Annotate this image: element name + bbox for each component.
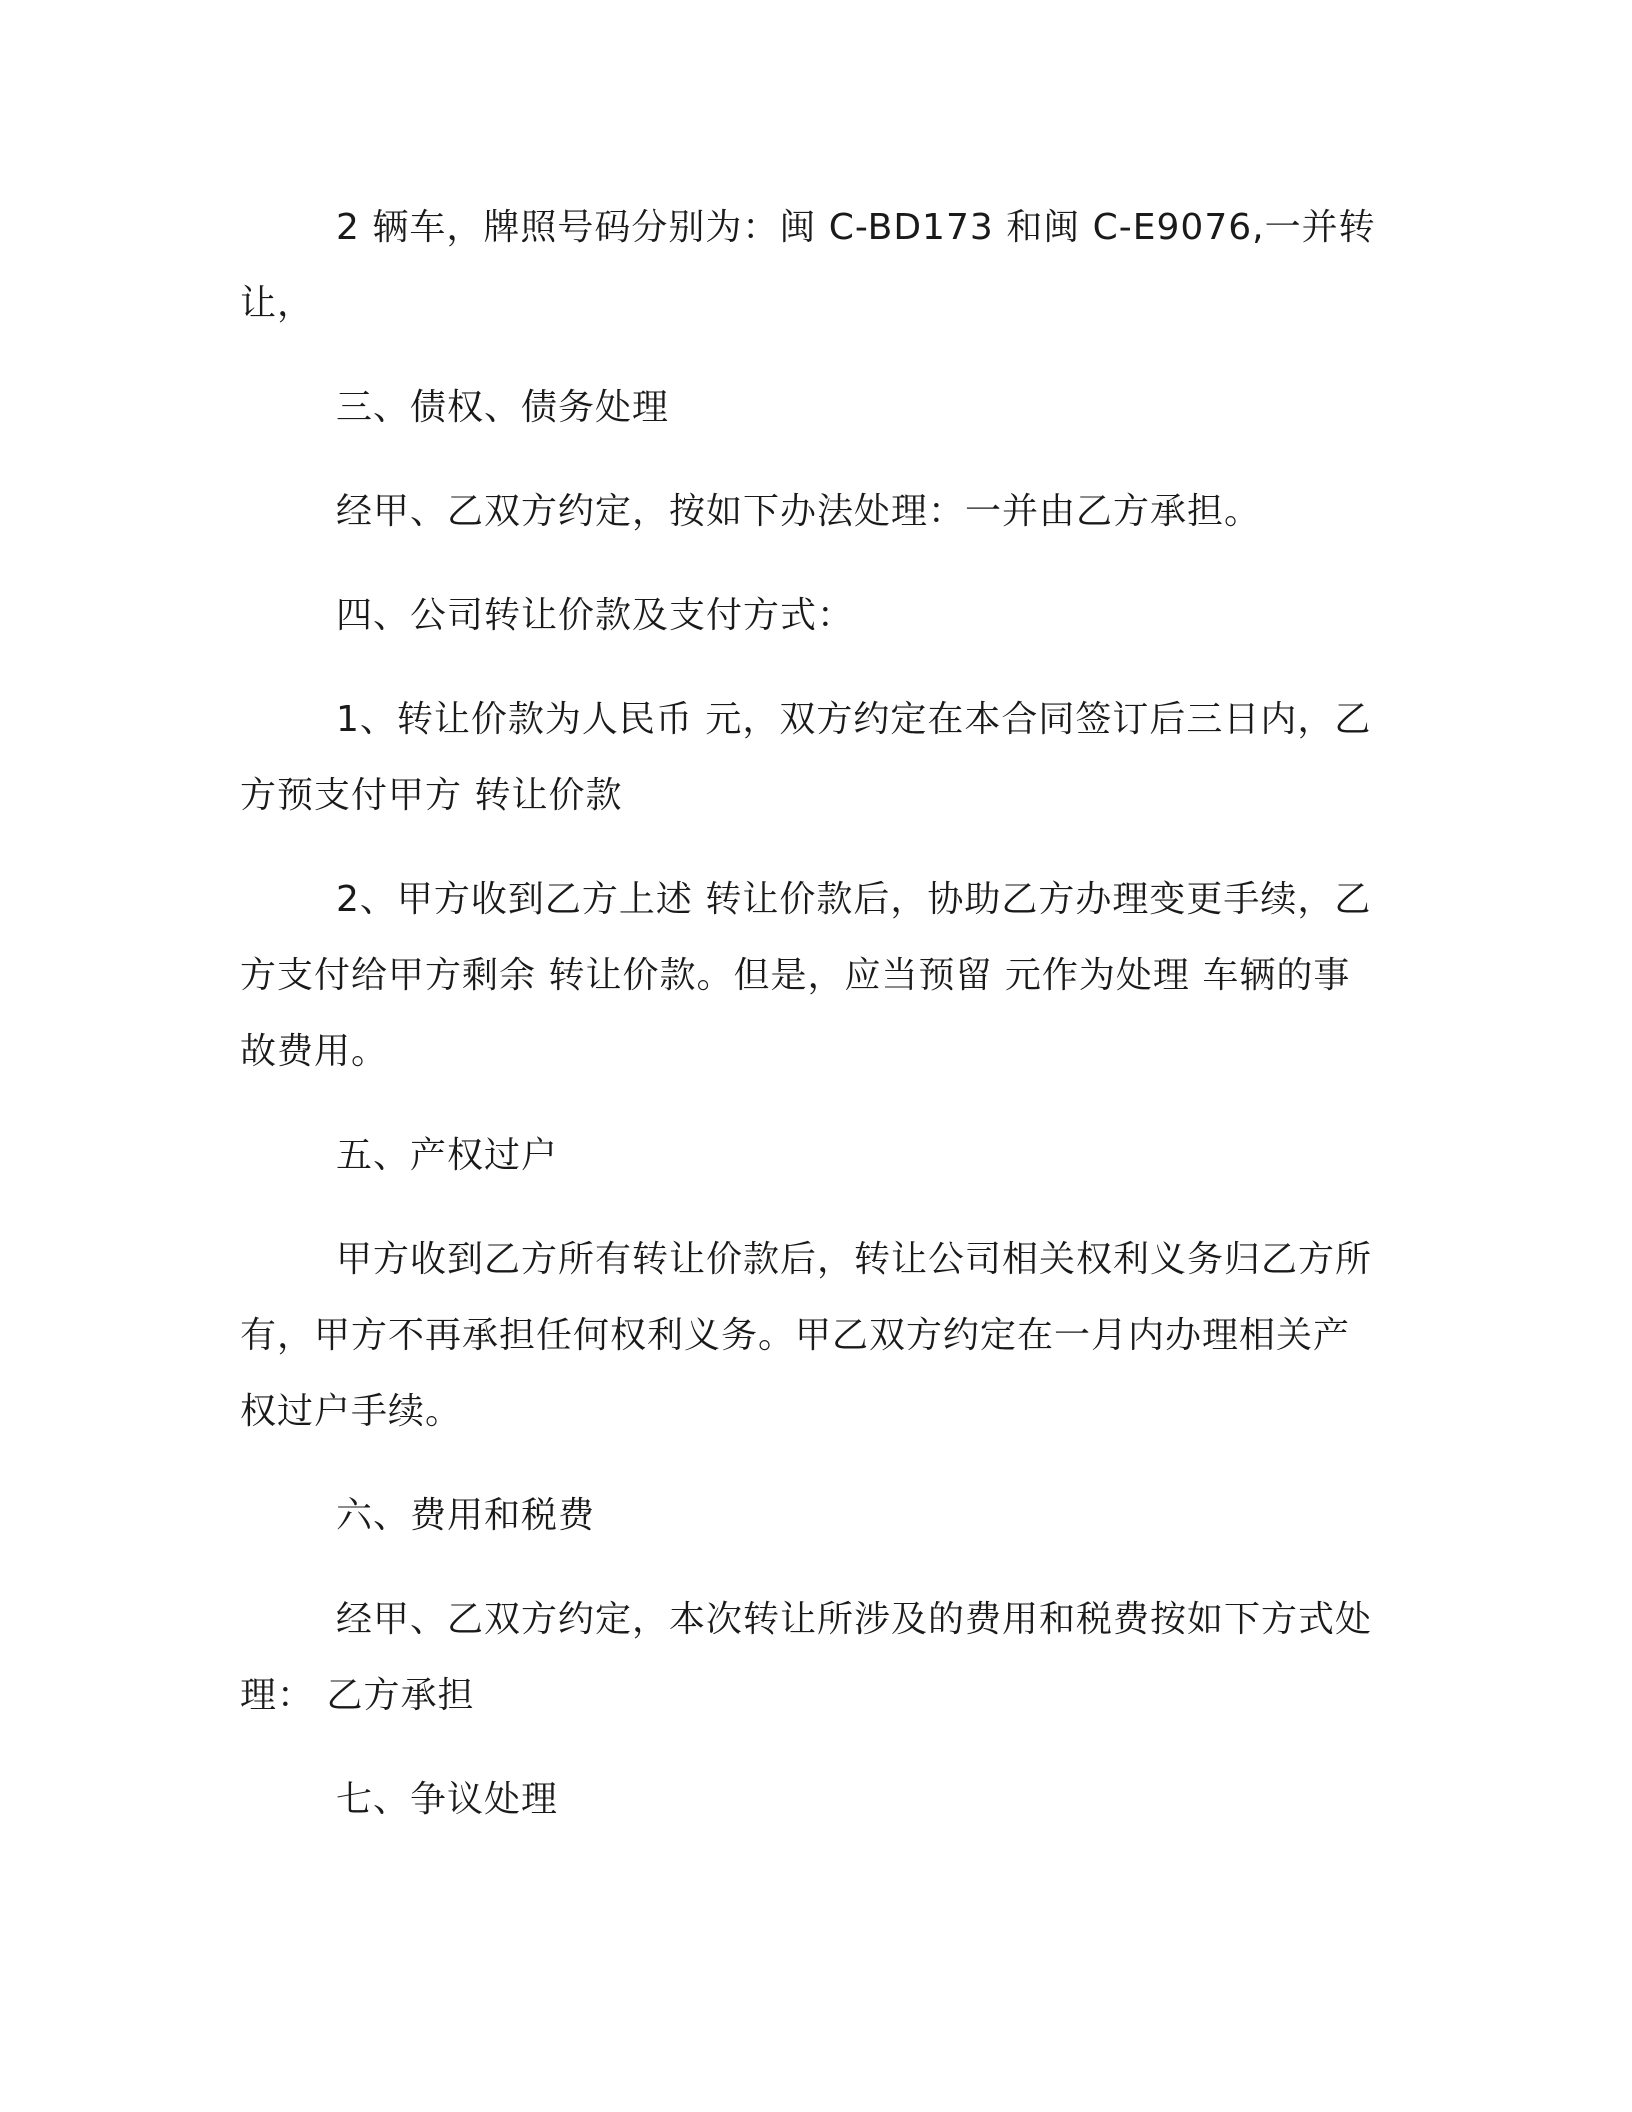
heading-section-4: 四、公司转让价款及支付方式： xyxy=(336,595,855,636)
heading-section-5: 五、产权过户 xyxy=(336,1135,559,1176)
document-body xyxy=(240,190,1380,1838)
paragraph-title-transfer: 甲方收到乙方所有转让价款后，转让公司相关权利义务归乙方所有，甲方不再承担任何权利义务。甲乙双方约定在一月内办理相关产权过户手续。 xyxy=(240,1239,1373,1432)
paragraph-payment-1: 1、转让价款为人民币 元，双方约定在本合同签订后三日内，乙方预支付甲方 转让价款 xyxy=(240,699,1372,816)
paragraph-payment-2: 2、甲方收到乙方上述 转让价款后，协助乙方办理变更手续，乙方支付给甲方剩余 转让价款。但是，应当预留 元作为处理 车辆的事故费用。 xyxy=(240,879,1372,1072)
heading-section-7: 七、争议处理 xyxy=(336,1779,559,1820)
heading-section-3: 三、债权、债务处理 xyxy=(336,387,670,428)
paragraph-debt-handling: 经甲、乙双方约定，按如下办法处理：一并由乙方承担。 xyxy=(336,491,1262,532)
heading-section-6: 六、费用和税费 xyxy=(336,1495,596,1536)
paragraph-vehicles: 2 辆车，牌照号码分别为：闽 C-BD173 和闽 C-E9076,一并转让， xyxy=(240,207,1376,324)
paragraph-fees-taxes: 经甲、乙双方约定，本次转让所涉及的费用和税费按如下方式处理： 乙方承担 xyxy=(240,1599,1373,1716)
